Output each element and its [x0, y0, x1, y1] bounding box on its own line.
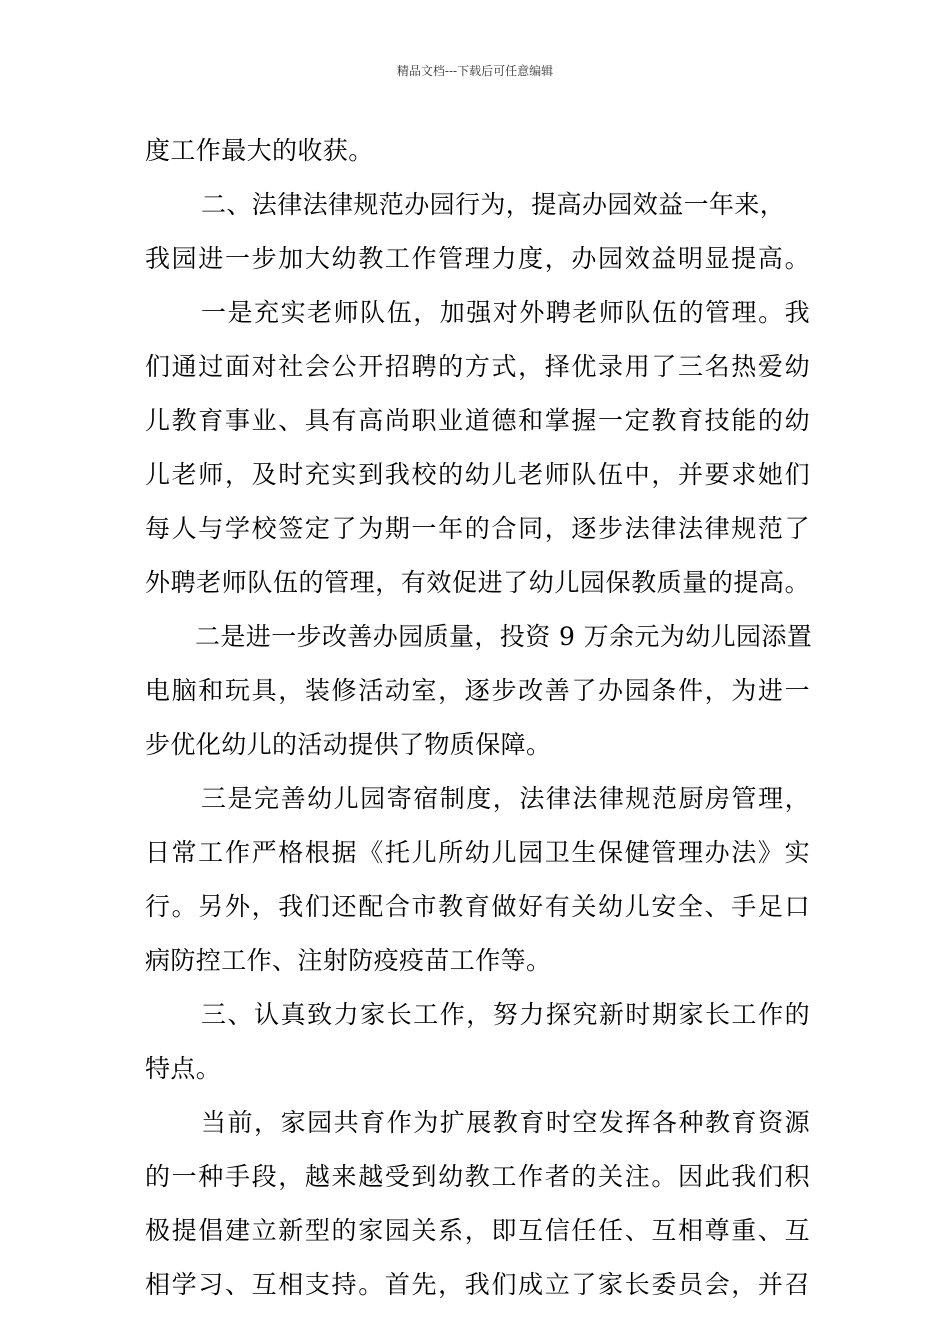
text-line: 相学习、互相支持。首先，我们成立了家长委员会，并召: [145, 1270, 810, 1299]
text-line: 病防控工作、注射防疫疫苗工作等。: [145, 946, 552, 975]
text-line: 电脑和玩具，装修活动室，逐步改善了办园条件，为进一: [145, 676, 810, 705]
text-line: 儿老师，及时充实到我校的幼儿老师队伍中，并要求她们: [145, 460, 810, 489]
text-line: 一是充实老师队伍，加强对外聘老师队伍的管理。我: [201, 298, 810, 327]
text-line: 们通过面对社会公开招聘的方式，择优录用了三名热爱幼: [145, 352, 810, 381]
text-line: 我园进一步加大幼教工作管理力度，办园效益明显提高。: [145, 244, 810, 273]
text-line: 的一种手段，越来越受到幼教工作者的关注。因此我们积: [145, 1162, 810, 1191]
page-header: 精品文档---下载后可任意编辑: [396, 64, 554, 78]
text-line: 度工作最大的收获。: [145, 136, 374, 165]
text-line: 三、认真致力家长工作，努力探究新时期家长工作的: [201, 1000, 810, 1029]
text-line: 行。另外，我们还配合市教育做好有关幼儿安全、手足口: [145, 892, 810, 921]
text-line: 每人与学校签定了为期一年的合同，逐步法律法律规范了: [145, 514, 810, 543]
text-line: 三是完善幼儿园寄宿制度，法律法律规范厨房管理，: [201, 784, 810, 813]
text-line: 步优化幼儿的活动提供了物质保障。: [145, 730, 552, 759]
text-line: 儿教育事业、具有高尚职业道德和掌握一定教育技能的幼: [145, 406, 810, 435]
text-line: 二、法律法律规范办园行为，提高办园效益一年来，: [201, 190, 786, 219]
text-line: 外聘老师队伍的管理，有效促进了幼儿园保教质量的提高。: [145, 568, 810, 597]
document-body: [145, 124, 813, 1312]
text-line: 当前，家园共育作为扩展教育时空发挥各种教育资源: [201, 1108, 810, 1137]
text-line: 极提倡建立新型的家园关系，即互信任任、互相尊重、互: [145, 1216, 810, 1245]
text-line: 二是进一步改善办园质量，投资 9 万余元为幼儿园添置: [195, 622, 813, 651]
text-line: 日常工作严格根据《托儿所幼儿园卫生保健管理办法》实: [145, 838, 810, 867]
text-line: 特点。: [145, 1054, 222, 1083]
